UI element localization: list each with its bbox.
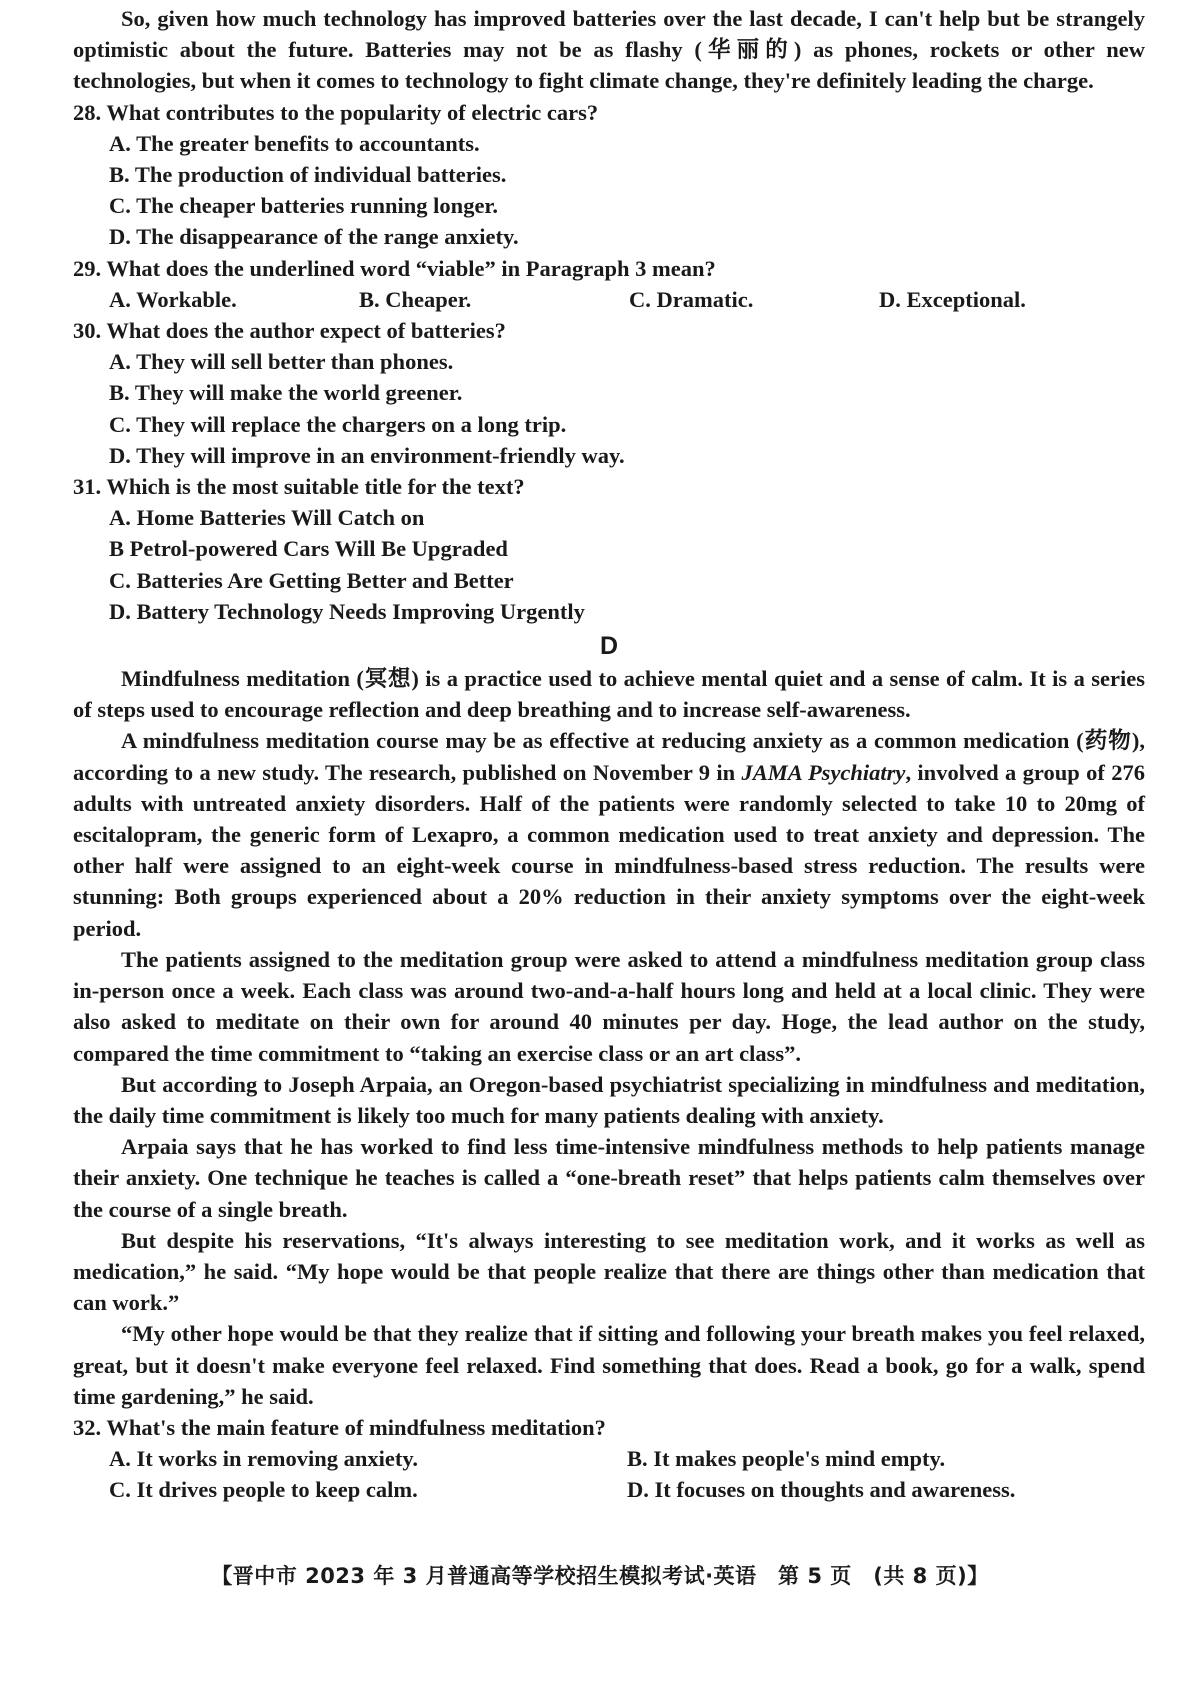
option-a: A. They will sell better than phones. [109, 349, 454, 375]
question-stem: 32. What's the main feature of mindfulness meditation? [73, 1414, 606, 1440]
paragraph-text: A mindfulness meditation course may be as effective at reducing anxiety as a common medication (药物), according to a new study. The research, published on November 9 in [73, 728, 1145, 785]
question-stem: 30. What does the author expect of batteries? [73, 318, 506, 344]
passage-paragraph-7: “My other hope would be that they realize that if sitting and following your breath makes you feel relaxed, great, but it doesn't make everyone feel relaxed. Find something that does. Read a book, go for a walk, spend time gardening,” he said. [73, 1321, 1145, 1409]
section-heading: D [599, 632, 619, 661]
option-d: D. It focuses on thoughts and awareness. [627, 1477, 1016, 1503]
option-c: C. Dramatic. [629, 286, 754, 312]
passage-paragraph-2 [73, 725, 1145, 943]
question-stem: 31. Which is the most suitable title for the text? [73, 474, 525, 500]
option-d: D. Battery Technology Needs Improving Urgently [109, 598, 585, 624]
option-a: A. It works in removing anxiety. [109, 1446, 418, 1472]
option-d: D. The disappearance of the range anxiety. [109, 224, 519, 250]
option-a: A. Home Batteries Will Catch on [109, 505, 425, 531]
option-c: C. Batteries Are Getting Better and Better [109, 567, 514, 593]
options-row [109, 1443, 1145, 1474]
option-b: B Petrol-powered Cars Will Be Upgraded [109, 536, 508, 562]
paragraph-text: , involved a group of 276 adults with untreated anxiety disorders. Half of the patients were randomly selected to take 10 to 20mg of escitalopram, the generic form of Lexapro, a common medication used to treat anxiety and depression. The other half were assigned to an eight-week course in mindfulness-based stress reduction. The results were stunning: Both groups experienced about a 20% reduction in their anxiety symptoms over the eight-week period. [73, 759, 1146, 941]
intro-paragraph: So, given how much technology has improved batteries over the last decade, I can't help but be strangely optimistic about the future. Batteries may not be as flashy (华丽的) as phones, rockets or other new technologies, but when it comes to technology to fight climate change, they're definitely leading the charge. [73, 6, 1145, 94]
journal-title: JAMA Psychiatry [741, 759, 906, 785]
option-b: B. Cheaper. [359, 286, 472, 312]
passage-paragraph-3: The patients assigned to the meditation group were asked to attend a mindfulness meditation group class in-person once a week. Each class was around two-and-a-half hours long and held at a local clinic. They were also asked to meditate on their own for around 40 minutes per day. Hoge, the lead author on the study, compared the time commitment to “taking an exercise class or an art class”. [73, 946, 1145, 1066]
option-a: A. The greater benefits to accountants. [109, 130, 480, 156]
option-c: C. It drives people to keep calm. [109, 1477, 418, 1503]
page-footer: 【晋中市 2023 年 3 月普通高等学校招生模拟考试·英语 第 5 页 (共 8 页)】 [211, 1564, 989, 1588]
question-stem: 29. What does the underlined word “viable” in Paragraph 3 mean? [73, 255, 716, 281]
passage-paragraph-1: Mindfulness meditation (冥想) is a practice used to achieve mental quiet and a sense of calm. It is a series of steps used to encourage reflection and deep breathing and to increase self-awareness. [73, 666, 1145, 723]
option-b: B. The production of individual batteries. [109, 162, 507, 188]
option-d: D. They will improve in an environment-friendly way. [109, 442, 625, 468]
question-30 [73, 315, 1145, 471]
option-b: B. It makes people's mind empty. [627, 1446, 946, 1472]
option-d: D. Exceptional. [879, 286, 1026, 312]
option-c: C. They will replace the chargers on a long trip. [109, 411, 567, 437]
question-stem: 28. What contributes to the popularity of electric cars? [73, 99, 599, 125]
exam-page [73, 3, 1145, 1506]
passage-paragraph-4: But according to Joseph Arpaia, an Oregon-based psychiatrist specializing in mindfulness and meditation, the daily time commitment is likely too much for many patients dealing with anxiety. [73, 1071, 1145, 1128]
options-row [109, 1474, 1145, 1505]
option-a: A. Workable. [109, 286, 237, 312]
option-b: B. They will make the world greener. [109, 380, 463, 406]
question-28 [73, 97, 1145, 253]
options-row [109, 284, 1145, 315]
option-c: C. The cheaper batteries running longer. [109, 193, 498, 219]
passage-paragraph-5: Arpaia says that he has worked to find less time-intensive mindfulness methods to help patients manage their anxiety. One technique he teaches is called a “one-breath reset” that helps patients calm themselves over the course of a single breath. [73, 1134, 1145, 1222]
question-31 [73, 471, 1145, 627]
question-29 [73, 253, 1145, 315]
passage-paragraph-6: But despite his reservations, “It's always interesting to see meditation work, and it works as well as medication,” he said. “My hope would be that people realize that there are things other than medication that can work.” [73, 1227, 1145, 1316]
question-32 [73, 1412, 1145, 1506]
